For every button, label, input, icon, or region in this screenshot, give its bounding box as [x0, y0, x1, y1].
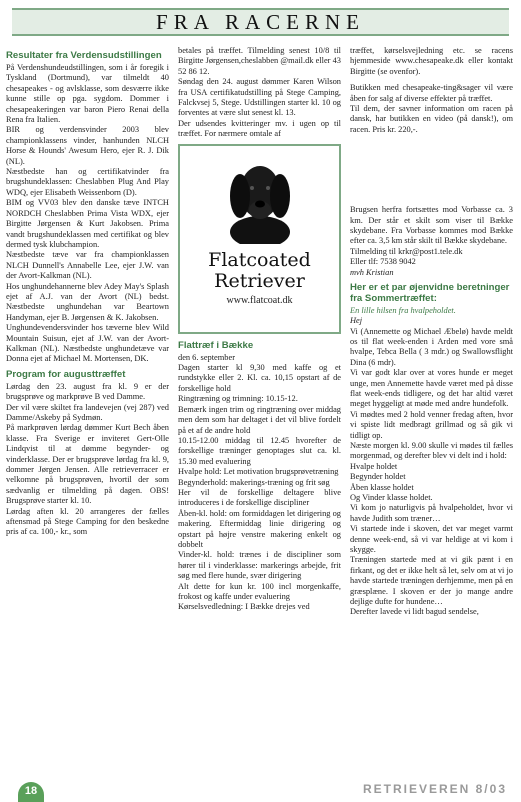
section-title: FRA RACERNE — [156, 10, 365, 34]
heading-august-program: Program for augusttræffet — [6, 368, 126, 380]
paragraph: BIR og verdensvinder 2003 blev championklassens vinder, hanhunden NLCH Horse & Hounds' Awesum Hero, ejer R. J. Dik (NL). — [6, 125, 169, 166]
ad-title — [180, 250, 339, 292]
paragraph: Ringtræning og trimning: 10.15-12. — [178, 394, 298, 404]
paragraph: Kørselsvedledning: I Bække drejes ved — [178, 602, 310, 612]
magazine-name: RETRIEVEREN 8/03 — [362, 782, 507, 796]
column-1 — [6, 46, 169, 746]
paragraph: betales på træffet. Tilmelding senest 10/8 til Birgitte Jørgensen,cheslabben @mail.dk eller 43 52 86 12. — [178, 46, 341, 76]
paragraph: På Verdenshundeudstillingen, som i år foregik i Tyskland (Dortmund), var tilmeldt 40 chesapeakes - og avlsklasse, som desværre ikke kunne stille op pga. sygdom. Dommer i chesapeakeringen var baron Piero Renai della Rena fra Italien. — [6, 63, 169, 125]
paragraph: Unghundevendersvinder hos tæverne blev Wild Mountain Suisun, ejet af J.W. van der Avort-Kalkman (NL). Næstbedste unghundetæve var Donna ejet af Michael M. Mortensen, DK. — [6, 323, 169, 364]
greeting: Hej — [350, 316, 363, 326]
paragraph: Her vil de forskellige deltagere blive introduceres i de forskellige discipliner — [178, 487, 341, 508]
ad-url: www.flatcoat.dk — [226, 294, 293, 306]
heading-world-show-results: Resultater fra Verdensudstillingen — [6, 50, 162, 61]
paragraph: På markprøven lørdag dømmer Kurt Bech åben klasse. Fra Sverige er inviteret Gert-Olle Lindqvist til at dømme begynder- og vinderklasse. Der er brugsprøve lørdag fra kl. 9, dommer Jørgen Jensen. Alle retrieverracer er velkomne på brugsprøven, hvortil der som sædvanlig er tilmelding på dagen. OBS! Brugsprøve starter kl. 10. — [6, 423, 169, 506]
heading-flat-meet: Flattræf i Bække — [178, 339, 254, 351]
paragraph: Åben-kl. hold: om formiddagen let dirigering og makering. Eftermiddag linie dirigering og opstart på højre venstre makering enkelt og dobbelt — [178, 508, 341, 549]
list-item: Hvalpe holdet — [350, 461, 398, 471]
paragraph: Vi var godt klar over at vores hunde er meget unge, men Annemette havde været med på disse flat week-ends tidligere, og det har altid været meget hyggeligt at møde med andre hundefolk. — [350, 368, 513, 409]
paragraph: Vi startede inde i skoven, det var meget varmt denne week-end, så vi var heldige at vi kom i skygge. — [350, 524, 513, 555]
column-2 — [178, 46, 341, 746]
paragraph: Alt dette for kun kr. 100 incl morgenkaffe, frokost og kaffe under evaluering — [178, 581, 341, 601]
column-3 — [350, 46, 513, 746]
subheading: En lille hilsen fra hvalpeholdet. — [350, 306, 456, 316]
paragraph: Vi mødtes med 2 hold venner fredag aften, hvor vi spiste lidt medbragt grillmad og så gik vi tidligt op. — [350, 409, 513, 440]
paragraph: Næstbedste han og certifikatvinder fra brugshundeklassen: Cheslabben Plug And Play WDQ, ejer Elisabeth Weissenborn (D). — [6, 167, 169, 197]
paragraph: BIM og VV03 blev den danske tæve INTCH NORDCH Cheslabben Prima Vista WDX, ejer Birgitte Jørgensen & Kurt Jakobsen. Prima vandt brugshundeklassen med certifikat og blev dermed tysk klubchampion. — [6, 198, 169, 249]
list-item: Begynder holdet — [350, 472, 406, 482]
paragraph: Der vil være skiltet fra landevejen (vej 287) ved Damme/Askeby på Sydmøn. — [6, 402, 169, 422]
ad-title-line-2: Retriever — [214, 269, 305, 292]
paragraph: Lørdag den 23. august fra kl. 9 er der brugsprøve og markprøve B ved Damme. — [6, 381, 169, 402]
paragraph: Hvalpe hold: Let motivation brugsprøvetræning — [178, 467, 339, 477]
paragraph: Vi kom jo naturligvis på hvalpeholdet, hvor vi havde Judith som træner… — [350, 503, 513, 523]
heading-eyewitness-reports: Her er et par øjenvidne beretninger fra Sommertræffet: — [350, 282, 510, 305]
signature: mvh Kristian — [350, 267, 394, 277]
list-item: Åben klasse holdet — [350, 482, 414, 492]
paragraph: Tilmelding til krkr@post1.tele.dk — [350, 246, 463, 256]
section-banner — [12, 8, 509, 36]
list-item: Og Vinder klasse holdet. — [350, 493, 433, 502]
page-number: 18 — [18, 782, 44, 802]
paragraph: Hos unghundehannerne blev Adey May's Splash ejet af A.J. van der Avort (NL) bedst. Næstbedste unghundehan var Beartown Handyman, ejer B. Jørgensen & K. Jakobsen. — [6, 281, 169, 322]
ad-title-line-1: Flatcoated — [208, 248, 311, 271]
paragraph: Eller tlf: 7538 9042 — [350, 257, 416, 267]
paragraph: 10.15-12.00 middag til 12.45 hvorefter de forskellige træninger genoptages slut ca. kl. 15.30 med evaluering — [178, 435, 341, 466]
paragraph: Næstbedste tæve var fra championklassen NLCH Dunnell's Annabelle Lee, ejer J.W. van der Avort-Kalkman (NL). — [6, 250, 169, 281]
paragraph: Derefter lavede vi lidt bagud sendelse, — [350, 607, 479, 617]
paragraph: Dagen starter kl 9,30 med kaffe og et rundstykke eller 2. Kl. ca. 10,15 opstart af de forskellige hold — [178, 363, 341, 393]
paragraph: Der udsendes kvitteringer mv. i ugen op til træffet. For nærmere omtale af — [178, 118, 341, 139]
paragraph: Næste morgen kl. 9.00 skulle vi mødes til fælles morgenmad, og derefter blev vi delt ind i hold: — [350, 440, 513, 461]
paragraph: Træningen startede med at vi gik pænt i en firkant, og det er ikke helt så let, selv om at vi jo havde startede træningen derhjemme, men på en græsplæne. I skoven er der jo mange andre dejlige dufte for hundene… — [350, 555, 513, 607]
dog-photo — [220, 152, 300, 244]
paragraph: den 6. september — [178, 352, 235, 362]
flatcoat-advertisement — [178, 144, 341, 334]
paragraph: Begynderhold: makerings-træning og frit søg — [178, 477, 330, 487]
paragraph: Brugsen herfra fortsættes mod Vorbasse ca. 3 km. Der står et skilt som viser til Bække skydebane. Fra Vorbasse kommes mod Bække efter ca. 3,5 km står skilt til Bække skydebane. — [350, 205, 513, 246]
paragraph: Bemærk ingen trim og ringtræning over middag men dem som har deltaget i det vil blive fordelt på et af de andre hold — [178, 404, 341, 435]
paragraph: Vi (Annemette og Michael Æbelø) havde meldt os til flat week-enden i Arden med vore små hvalpe, Tebca Bella ( 3 mdr.) og Swallowsflight Dina (6 mdr). — [350, 326, 513, 367]
paragraph: Søndag den 24. august dømmer Karen Wilson fra USA certifikatudstilling på Stege Camping, Falckvsej 5, Stege. Udstillingen starter kl. 10 og forventes at være slut senest kl. 13. — [178, 77, 341, 118]
paragraph: Butikken med chesapeake-ting&sager vil være åben for salg af diverse effekter på træffet. — [350, 83, 513, 103]
paragraph: Lørdag aften kl. 20 arrangeres der fælles aftensmad på Stege Camping for den beskedne pris af ca. 100,- kr., som — [6, 506, 169, 537]
paragraph: Til dem, der savner information om racen på dansk, har butikken en video (på dansk!), om racen. Pris kr. 220,-. — [350, 104, 513, 134]
paragraph: træffet, kørselsvejledning etc. se racens hjemmeside www.chesapeake.dk eller kontakt Birgitte (se ovenfor). — [350, 46, 513, 76]
paragraph: Vinder-kl. hold: trænes i de discipliner som hører til i vinderklasse: markerings arbejde, frit søg med flere hunde, svær dirigering — [178, 550, 341, 581]
